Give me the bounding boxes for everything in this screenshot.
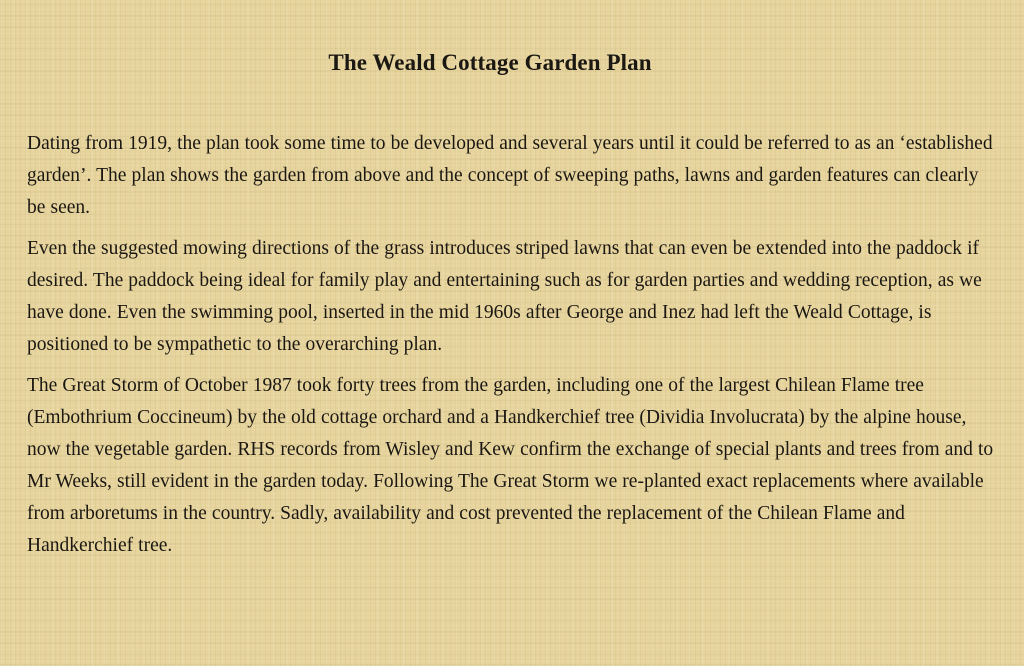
document-body — [27, 128, 1002, 571]
paragraph-great-storm: The Great Storm of October 1987 took forty trees from the garden, including one of the largest Chilean Flame tree (Embothrium Coccineum) by the old cottage orchard and a Handkerchief tree (Dividia Involucrata) by the alpine house, now the vegetable garden. RHS records from Wisley and Kew confirm the exchange of special plants and trees from and to Mr Weeks, still evident in the garden today. Following The Great Storm we re-planted exact replacements where available from arboretums in the country. Sadly, availability and cost prevented the replacement of the Chilean Flame and Handkerchief tree. — [27, 375, 994, 556]
page-title: The Weald Cottage Garden Plan — [328, 50, 652, 75]
paragraph-history: Dating from 1919, the plan took some time to be developed and several years until it could be referred to as an ‘established garden’. The plan shows the garden from above and the concept of sweeping paths, lawns and garden features can clearly be seen. — [27, 133, 993, 218]
paragraph-lawns: Even the suggested mowing directions of the grass introduces striped lawns that can even be extended into the paddock if desired. The paddock being ideal for family play and entertaining such as for garden parties and wedding reception, as we have done. Even the swimming pool, inserted in the mid 1960s after George and Inez had left the Weald Cottage, is positioned to be sympathetic to the overarching plan. — [27, 238, 982, 355]
